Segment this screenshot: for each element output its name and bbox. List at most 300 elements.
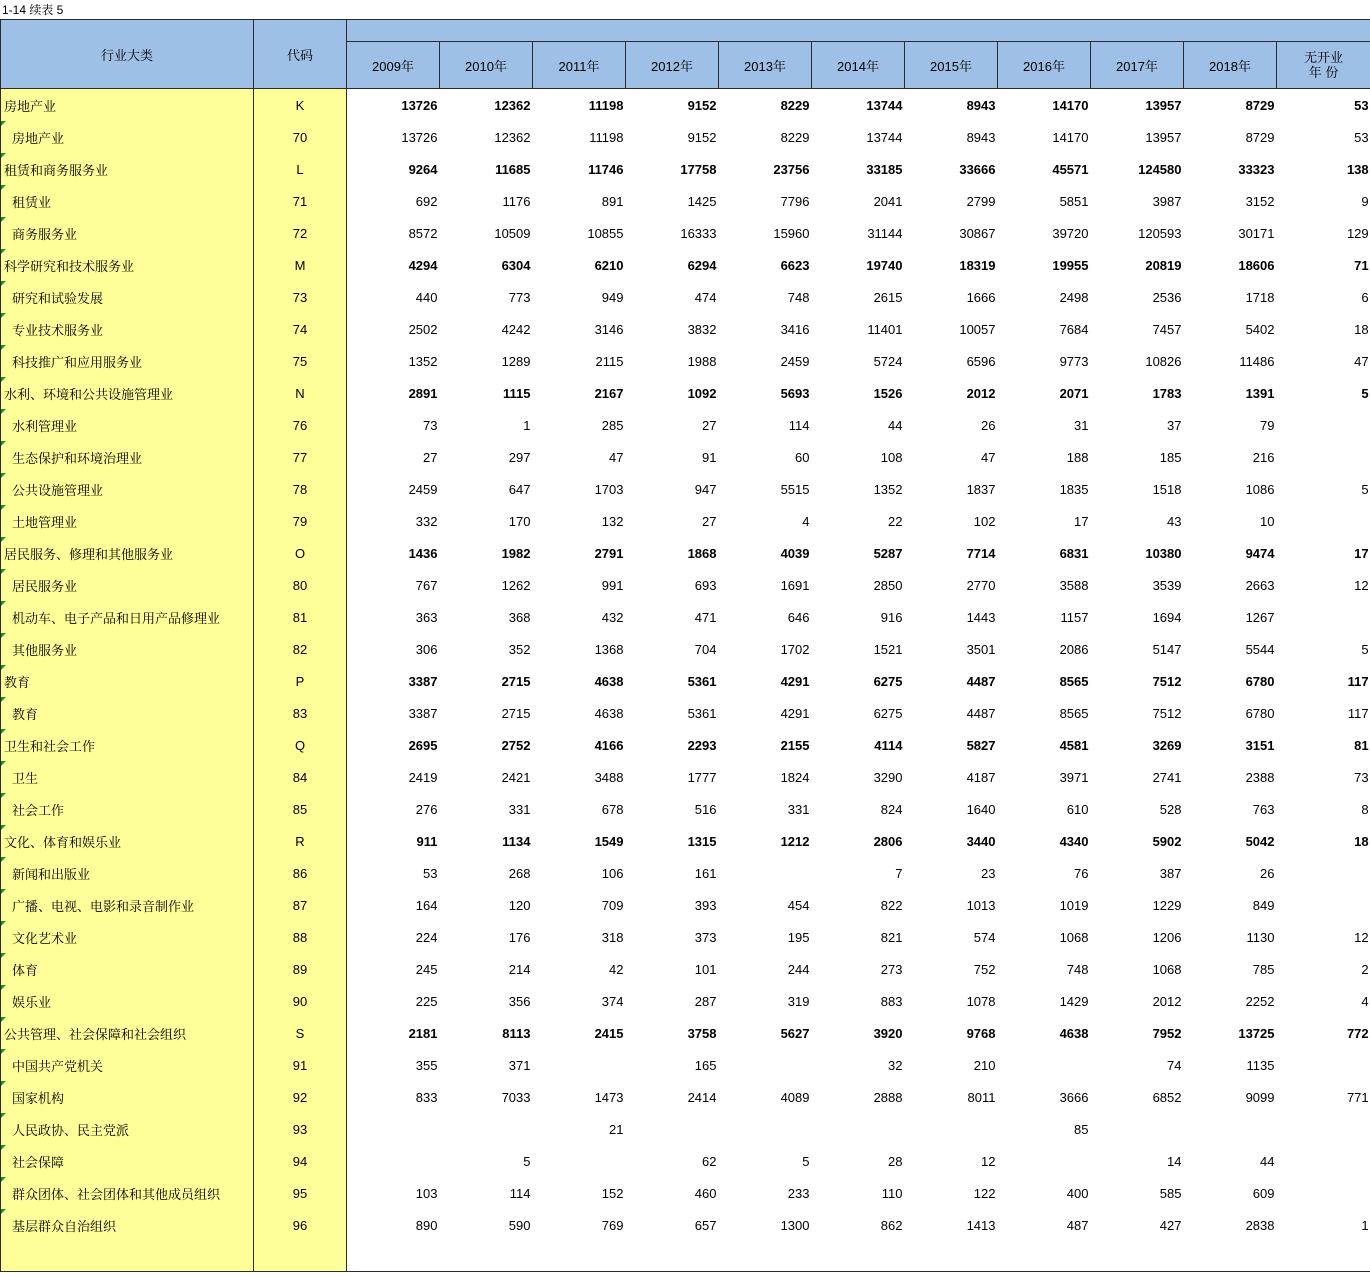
year-value-cell[interactable]: 2695 — [408, 737, 438, 753]
year-value-cell[interactable]: 2791 — [594, 545, 624, 561]
year-value-cell[interactable]: 8729 — [1245, 129, 1275, 145]
year-value-cell[interactable]: 1176 — [502, 193, 531, 209]
year-value-cell[interactable]: 6294 — [687, 257, 717, 273]
year-value-cell[interactable] — [626, 1113, 719, 1145]
year-value-cell[interactable]: 609 — [1252, 1185, 1275, 1201]
year-value-cell[interactable]: 2715 — [501, 705, 531, 721]
industry-code-cell[interactable]: 89 — [254, 953, 347, 985]
year-value-cell[interactable]: 1300 — [780, 1217, 810, 1233]
year-value-cell[interactable]: 102 — [973, 513, 996, 529]
year-value-cell[interactable]: 371 — [508, 1057, 531, 1073]
year-value-cell[interactable]: 1157 — [1060, 609, 1089, 625]
year-value-cell[interactable]: 849 — [1252, 897, 1275, 913]
year-value-cell[interactable]: 26 — [981, 417, 996, 433]
year-value-cell[interactable]: 101 — [694, 961, 717, 977]
year-value-cell[interactable]: 6304 — [501, 257, 531, 273]
year-value-cell[interactable]: 3440 — [966, 833, 996, 849]
year-value-cell[interactable]: 132 — [601, 513, 624, 529]
year-value-cell[interactable]: 3152 — [1245, 193, 1275, 209]
no-open-years-cell[interactable]: 2 — [1361, 961, 1369, 977]
year-value-cell[interactable]: 5287 — [873, 545, 903, 561]
year-value-cell[interactable] — [533, 1241, 626, 1272]
year-value-cell[interactable]: 18319 — [959, 257, 996, 273]
industry-code-cell[interactable]: S — [254, 1017, 347, 1049]
year-value-cell[interactable]: 195 — [787, 929, 810, 945]
industry-name-cell[interactable] — [1, 345, 254, 377]
industry-name-cell[interactable] — [1, 281, 254, 313]
year-value-cell[interactable]: 19740 — [866, 257, 903, 273]
industry-name-cell[interactable] — [1, 153, 254, 185]
year-value-cell[interactable]: 5851 — [1059, 193, 1089, 209]
year-value-cell[interactable]: 42 — [609, 961, 624, 977]
year-value-cell[interactable]: 3416 — [780, 321, 810, 337]
year-value-cell[interactable]: 5 — [802, 1153, 810, 1169]
year-value-cell[interactable]: 297 — [508, 449, 531, 465]
year-value-cell[interactable]: 487 — [1066, 1217, 1089, 1233]
year-value-cell[interactable]: 79 — [1260, 417, 1275, 433]
year-value-cell[interactable]: 3387 — [408, 673, 438, 689]
year-value-cell[interactable]: 3588 — [1059, 577, 1089, 593]
year-value-cell[interactable]: 862 — [880, 1217, 903, 1233]
year-value-cell[interactable]: 991 — [601, 577, 624, 593]
year-value-cell[interactable]: 704 — [694, 641, 717, 657]
year-value-cell[interactable]: 17758 — [680, 161, 717, 177]
year-value-cell[interactable]: 1212 — [780, 833, 810, 849]
year-value-cell[interactable]: 387 — [1159, 865, 1182, 881]
no-open-years-cell[interactable]: 772 — [1346, 1025, 1369, 1041]
year-value-cell[interactable] — [347, 1113, 440, 1145]
industry-code-cell[interactable]: 84 — [254, 761, 347, 793]
year-value-cell[interactable]: 110 — [881, 1185, 903, 1201]
year-value-cell[interactable]: 26 — [1260, 865, 1275, 881]
industry-name-cell[interactable] — [1, 89, 254, 122]
year-value-cell[interactable]: 120 — [508, 897, 531, 913]
year-value-cell[interactable]: 1824 — [780, 769, 810, 785]
year-value-cell[interactable]: 1549 — [594, 833, 624, 849]
year-value-cell[interactable]: 9099 — [1245, 1089, 1275, 1105]
year-value-cell[interactable]: 2012 — [1152, 993, 1182, 1009]
year-value-cell[interactable]: 3987 — [1152, 193, 1182, 209]
year-value-cell[interactable]: 124580 — [1138, 161, 1182, 177]
industry-name-cell[interactable] — [1, 185, 254, 217]
year-value-cell[interactable]: 1013 — [966, 897, 996, 913]
year-value-cell[interactable] — [1277, 1241, 1370, 1272]
industry-name-cell[interactable] — [1, 217, 254, 249]
year-value-cell[interactable]: 1868 — [687, 545, 717, 561]
year-value-cell[interactable]: 1068 — [1059, 929, 1089, 945]
industry-name-cell[interactable] — [1, 985, 254, 1017]
no-open-years-cell[interactable]: 81 — [1354, 737, 1369, 753]
year-value-cell[interactable] — [905, 1241, 998, 1272]
year-value-cell[interactable]: 1473 — [594, 1089, 624, 1105]
year-value-cell[interactable]: 103 — [415, 1185, 438, 1201]
no-open-years-cell[interactable] — [1277, 1113, 1370, 1145]
year-value-cell[interactable]: 891 — [601, 193, 624, 209]
year-value-cell[interactable]: 21 — [609, 1121, 624, 1137]
year-value-cell[interactable]: 120593 — [1138, 225, 1182, 241]
year-value-cell[interactable]: 5544 — [1245, 641, 1275, 657]
industry-code-cell[interactable]: 86 — [254, 857, 347, 889]
no-open-years-cell[interactable]: 9 — [1361, 193, 1369, 209]
industry-name-cell[interactable] — [1, 1177, 254, 1209]
year-value-cell[interactable]: 319 — [787, 993, 810, 1009]
year-value-cell[interactable]: 4294 — [408, 257, 438, 273]
year-value-cell[interactable]: 352 — [508, 641, 531, 657]
year-value-cell[interactable]: 3269 — [1152, 737, 1182, 753]
year-value-cell[interactable]: 1436 — [408, 545, 438, 561]
year-value-cell[interactable]: 2252 — [1245, 993, 1275, 1009]
industry-code-cell[interactable]: 87 — [254, 889, 347, 921]
year-value-cell[interactable]: 647 — [508, 481, 531, 497]
year-value-cell[interactable]: 32 — [888, 1057, 903, 1073]
year-value-cell[interactable]: 165 — [694, 1057, 717, 1073]
year-value-cell[interactable]: 773 — [508, 289, 531, 305]
no-open-years-cell[interactable] — [1277, 1049, 1370, 1081]
year-value-cell[interactable]: 8229 — [780, 97, 810, 113]
industry-code-cell[interactable]: O — [254, 537, 347, 569]
year-value-cell[interactable]: 1086 — [1245, 481, 1275, 497]
year-value-cell[interactable]: 19955 — [1052, 257, 1089, 273]
year-value-cell[interactable]: 8011 — [967, 1089, 996, 1105]
no-open-years-cell[interactable]: 6 — [1361, 289, 1369, 305]
year-value-cell[interactable]: 33185 — [866, 161, 903, 177]
industry-name-cell[interactable] — [1, 1241, 254, 1272]
year-value-cell[interactable]: 2155 — [780, 737, 810, 753]
year-value-cell[interactable]: 1694 — [1152, 609, 1182, 625]
year-value-cell[interactable]: 3920 — [873, 1025, 903, 1041]
no-open-years-cell[interactable] — [1277, 1177, 1370, 1209]
year-value-cell[interactable]: 2388 — [1245, 769, 1275, 785]
year-value-cell[interactable] — [719, 857, 812, 889]
year-value-cell[interactable]: 1134 — [502, 833, 531, 849]
year-value-cell[interactable]: 5042 — [1245, 833, 1275, 849]
year-value-cell[interactable]: 8229 — [780, 129, 810, 145]
year-value-cell[interactable]: 356 — [508, 993, 531, 1009]
industry-code-cell[interactable]: K — [254, 89, 347, 122]
year-value-cell[interactable]: 752 — [973, 961, 996, 977]
year-value-cell[interactable]: 7952 — [1152, 1025, 1182, 1041]
year-value-cell[interactable]: 1391 — [1245, 385, 1275, 401]
industry-name-cell[interactable] — [1, 313, 254, 345]
no-open-years-cell[interactable]: 5 — [1361, 481, 1369, 497]
industry-code-cell[interactable]: L — [254, 153, 347, 185]
industry-code-cell[interactable]: R — [254, 825, 347, 857]
year-value-cell[interactable]: 16333 — [680, 225, 717, 241]
year-value-cell[interactable]: 7512 — [1152, 673, 1182, 689]
year-value-cell[interactable]: 74 — [1167, 1057, 1182, 1073]
year-value-cell[interactable]: 10855 — [587, 225, 624, 241]
year-value-cell[interactable]: 37 — [1167, 417, 1182, 433]
industry-name-cell[interactable] — [1, 953, 254, 985]
year-value-cell[interactable]: 11685 — [495, 161, 531, 177]
year-value-cell[interactable]: 8943 — [966, 97, 996, 113]
year-value-cell[interactable]: 1640 — [966, 801, 996, 817]
year-value-cell[interactable]: 1837 — [966, 481, 996, 497]
year-value-cell[interactable]: 170 — [508, 513, 531, 529]
year-value-cell[interactable]: 5515 — [780, 481, 810, 497]
year-value-cell[interactable]: 62 — [702, 1153, 717, 1169]
year-value-cell[interactable]: 44 — [888, 417, 903, 433]
year-value-cell[interactable]: 6596 — [966, 353, 996, 369]
year-value-cell[interactable]: 8729 — [1245, 97, 1275, 113]
no-open-years-cell[interactable]: 12 — [1354, 929, 1369, 945]
year-value-cell[interactable]: 9768 — [966, 1025, 996, 1041]
no-open-years-cell[interactable] — [1277, 1145, 1370, 1177]
year-value-cell[interactable]: 1835 — [1059, 481, 1089, 497]
industry-name-cell[interactable] — [1, 121, 254, 153]
year-value-cell[interactable]: 748 — [1066, 961, 1089, 977]
no-open-years-cell[interactable]: 71 — [1354, 257, 1369, 273]
year-value-cell[interactable]: 2806 — [873, 833, 903, 849]
year-value-cell[interactable]: 332 — [415, 513, 438, 529]
year-value-cell[interactable]: 474 — [694, 289, 717, 305]
no-open-years-cell[interactable]: 8 — [1361, 801, 1369, 817]
year-value-cell[interactable]: 947 — [694, 481, 717, 497]
no-open-years-cell[interactable]: 12 — [1354, 577, 1369, 593]
year-value-cell[interactable]: 7512 — [1152, 705, 1182, 721]
year-value-cell[interactable]: 4114 — [874, 737, 903, 753]
year-value-cell[interactable]: 2498 — [1059, 289, 1089, 305]
no-open-years-cell[interactable]: 47 — [1354, 353, 1369, 369]
year-value-cell[interactable]: 440 — [415, 289, 438, 305]
year-value-cell[interactable]: 1130 — [1246, 929, 1275, 945]
year-value-cell[interactable]: 610 — [1066, 801, 1089, 817]
year-value-cell[interactable]: 911 — [416, 833, 438, 849]
year-value-cell[interactable]: 318 — [601, 929, 624, 945]
no-open-years-cell[interactable]: 5 — [1361, 385, 1369, 401]
year-value-cell[interactable]: 2012 — [966, 385, 996, 401]
year-value-cell[interactable]: 1982 — [501, 545, 531, 561]
industry-code-cell[interactable]: M — [254, 249, 347, 281]
year-value-cell[interactable] — [533, 1145, 626, 1177]
year-value-cell[interactable]: 6275 — [873, 705, 903, 721]
year-value-cell[interactable]: 2415 — [594, 1025, 624, 1041]
industry-name-cell[interactable] — [1, 889, 254, 921]
year-value-cell[interactable]: 13744 — [866, 129, 903, 145]
year-value-cell[interactable]: 7457 — [1152, 321, 1182, 337]
year-value-cell[interactable]: 188 — [1066, 449, 1089, 465]
year-value-cell[interactable]: 373 — [694, 929, 717, 945]
year-value-cell[interactable]: 2715 — [501, 673, 531, 689]
year-value-cell[interactable]: 285 — [601, 417, 624, 433]
year-value-cell[interactable]: 1521 — [873, 641, 903, 657]
year-value-cell[interactable]: 4 — [802, 513, 810, 529]
year-value-cell[interactable]: 1078 — [966, 993, 996, 1009]
year-value-cell[interactable]: 585 — [1159, 1185, 1182, 1201]
year-value-cell[interactable]: 287 — [694, 993, 717, 1009]
year-value-cell[interactable]: 11486 — [1239, 353, 1275, 369]
industry-name-cell[interactable] — [1, 857, 254, 889]
year-value-cell[interactable]: 8113 — [502, 1025, 531, 1041]
industry-name-cell[interactable] — [1, 1017, 254, 1049]
year-value-cell[interactable]: 9152 — [687, 129, 717, 145]
industry-code-cell[interactable]: 72 — [254, 217, 347, 249]
year-value-cell[interactable]: 331 — [787, 801, 810, 817]
year-value-cell[interactable]: 3387 — [408, 705, 438, 721]
year-value-cell[interactable]: 8943 — [966, 129, 996, 145]
year-value-cell[interactable]: 4638 — [594, 705, 624, 721]
year-value-cell[interactable]: 5147 — [1152, 641, 1182, 657]
year-value-cell[interactable]: 3151 — [1245, 737, 1275, 753]
industry-code-cell[interactable]: 73 — [254, 281, 347, 313]
year-value-cell[interactable]: 1135 — [1246, 1057, 1275, 1073]
year-value-cell[interactable]: 108 — [880, 449, 903, 465]
year-value-cell[interactable]: 6275 — [873, 673, 903, 689]
year-value-cell[interactable]: 6831 — [1059, 545, 1089, 561]
year-value-cell[interactable]: 432 — [601, 609, 624, 625]
year-value-cell[interactable]: 11746 — [588, 161, 624, 177]
year-value-cell[interactable] — [1091, 1241, 1184, 1272]
no-open-years-cell[interactable]: 18 — [1354, 321, 1369, 337]
year-value-cell[interactable]: 2071 — [1059, 385, 1089, 401]
year-value-cell[interactable]: 833 — [415, 1089, 438, 1105]
year-value-cell[interactable]: 91 — [702, 449, 717, 465]
year-value-cell[interactable]: 5827 — [966, 737, 996, 753]
year-value-cell[interactable]: 225 — [415, 993, 438, 1009]
year-value-cell[interactable]: 1267 — [1245, 609, 1275, 625]
year-value-cell[interactable]: 9474 — [1245, 545, 1275, 561]
year-value-cell[interactable]: 3146 — [594, 321, 624, 337]
year-value-cell[interactable]: 6780 — [1245, 705, 1275, 721]
year-value-cell[interactable]: 44 — [1260, 1153, 1275, 1169]
year-value-cell[interactable] — [998, 1049, 1091, 1081]
year-value-cell[interactable]: 176 — [508, 929, 531, 945]
year-value-cell[interactable]: 5724 — [873, 353, 903, 369]
industry-name-cell[interactable] — [1, 1145, 254, 1177]
industry-code-cell[interactable]: 78 — [254, 473, 347, 505]
year-value-cell[interactable]: 27 — [423, 449, 438, 465]
year-value-cell[interactable]: 6623 — [780, 257, 810, 273]
industry-code-cell[interactable]: 94 — [254, 1145, 347, 1177]
industry-code-cell[interactable]: N — [254, 377, 347, 409]
year-value-cell[interactable]: 27 — [702, 417, 717, 433]
year-value-cell[interactable] — [1091, 1113, 1184, 1145]
year-value-cell[interactable]: 1352 — [408, 353, 438, 369]
industry-name-cell[interactable] — [1, 633, 254, 665]
year-value-cell[interactable]: 769 — [601, 1217, 624, 1233]
year-value-cell[interactable]: 4487 — [966, 705, 996, 721]
year-value-cell[interactable]: 122 — [973, 1185, 996, 1201]
year-value-cell[interactable]: 23756 — [773, 161, 810, 177]
year-value-cell[interactable] — [719, 1049, 812, 1081]
industry-name-cell[interactable] — [1, 505, 254, 537]
year-value-cell[interactable]: 1115 — [503, 385, 531, 401]
year-value-cell[interactable]: 7714 — [966, 545, 996, 561]
industry-name-cell[interactable] — [1, 665, 254, 697]
year-value-cell[interactable]: 10057 — [959, 321, 996, 337]
year-value-cell[interactable]: 30171 — [1238, 225, 1275, 241]
year-value-cell[interactable]: 454 — [787, 897, 810, 913]
industry-code-cell[interactable]: 83 — [254, 697, 347, 729]
year-value-cell[interactable]: 22 — [888, 513, 903, 529]
year-value-cell[interactable]: 10826 — [1145, 353, 1182, 369]
year-value-cell[interactable] — [812, 1113, 905, 1145]
year-value-cell[interactable]: 10 — [1260, 513, 1275, 529]
year-value-cell[interactable]: 185 — [1159, 449, 1182, 465]
year-value-cell[interactable]: 276 — [415, 801, 438, 817]
year-value-cell[interactable]: 2115 — [595, 353, 624, 369]
year-value-cell[interactable]: 393 — [694, 897, 717, 913]
year-value-cell[interactable]: 916 — [880, 609, 903, 625]
industry-name-cell[interactable] — [1, 1081, 254, 1113]
year-value-cell[interactable]: 2041 — [873, 193, 903, 209]
no-open-years-cell[interactable]: 117 — [1347, 673, 1369, 689]
year-value-cell[interactable]: 6780 — [1245, 673, 1275, 689]
year-value-cell[interactable]: 5361 — [687, 673, 717, 689]
year-value-cell[interactable]: 13725 — [1238, 1025, 1275, 1041]
year-value-cell[interactable] — [440, 1241, 533, 1272]
year-value-cell[interactable]: 3290 — [873, 769, 903, 785]
year-value-cell[interactable]: 1262 — [501, 577, 531, 593]
year-value-cell[interactable]: 528 — [1159, 801, 1182, 817]
industry-code-cell[interactable]: Q — [254, 729, 347, 761]
year-value-cell[interactable]: 3971 — [1059, 769, 1089, 785]
industry-code-cell[interactable]: 92 — [254, 1081, 347, 1113]
no-open-years-cell[interactable] — [1277, 505, 1370, 537]
year-value-cell[interactable]: 210 — [973, 1057, 996, 1073]
year-value-cell[interactable]: 2293 — [687, 737, 717, 753]
year-value-cell[interactable]: 3501 — [966, 641, 996, 657]
year-value-cell[interactable]: 2663 — [1245, 577, 1275, 593]
year-value-cell[interactable]: 33666 — [959, 161, 996, 177]
year-value-cell[interactable]: 5627 — [780, 1025, 810, 1041]
year-value-cell[interactable]: 53 — [423, 865, 438, 881]
year-value-cell[interactable]: 2770 — [966, 577, 996, 593]
year-value-cell[interactable]: 2752 — [501, 737, 531, 753]
year-value-cell[interactable]: 1703 — [594, 481, 624, 497]
year-value-cell[interactable]: 2414 — [687, 1089, 717, 1105]
year-value-cell[interactable]: 20819 — [1145, 257, 1182, 273]
year-value-cell[interactable]: 1691 — [780, 577, 810, 593]
year-value-cell[interactable]: 3666 — [1059, 1089, 1089, 1105]
year-value-cell[interactable]: 471 — [694, 609, 717, 625]
no-open-years-cell[interactable]: 73 — [1354, 769, 1369, 785]
year-value-cell[interactable]: 14170 — [1052, 97, 1089, 113]
year-value-cell[interactable]: 216 — [1252, 449, 1275, 465]
year-value-cell[interactable]: 2741 — [1152, 769, 1182, 785]
year-value-cell[interactable]: 2419 — [408, 769, 438, 785]
industry-code-cell[interactable]: 95 — [254, 1177, 347, 1209]
industry-code-cell[interactable]: 91 — [254, 1049, 347, 1081]
year-value-cell[interactable]: 1413 — [966, 1217, 996, 1233]
year-value-cell[interactable]: 822 — [880, 897, 903, 913]
year-value-cell[interactable] — [812, 1241, 905, 1272]
year-value-cell[interactable]: 1068 — [1152, 961, 1182, 977]
year-value-cell[interactable]: 7684 — [1059, 321, 1089, 337]
no-open-years-cell[interactable]: 771 — [1346, 1089, 1369, 1105]
year-value-cell[interactable]: 5361 — [687, 705, 717, 721]
year-value-cell[interactable]: 2459 — [780, 353, 810, 369]
no-open-years-cell[interactable] — [1277, 409, 1370, 441]
year-value-cell[interactable]: 1777 — [687, 769, 717, 785]
industry-name-cell[interactable] — [1, 825, 254, 857]
no-open-years-cell[interactable]: 53 — [1354, 129, 1369, 145]
year-value-cell[interactable]: 13744 — [866, 97, 903, 113]
year-value-cell[interactable]: 3488 — [594, 769, 624, 785]
year-value-cell[interactable] — [998, 1241, 1091, 1272]
year-value-cell[interactable]: 4340 — [1059, 833, 1089, 849]
year-value-cell[interactable]: 11198 — [589, 129, 624, 145]
year-value-cell[interactable]: 39720 — [1052, 225, 1089, 241]
year-value-cell[interactable]: 400 — [1066, 1185, 1089, 1201]
year-value-cell[interactable]: 9773 — [1059, 353, 1089, 369]
year-value-cell[interactable]: 5693 — [780, 385, 810, 401]
year-value-cell[interactable]: 2502 — [408, 321, 438, 337]
year-value-cell[interactable]: 709 — [601, 897, 624, 913]
year-value-cell[interactable]: 2615 — [873, 289, 903, 305]
industry-name-cell[interactable] — [1, 601, 254, 633]
year-value-cell[interactable]: 574 — [973, 929, 996, 945]
